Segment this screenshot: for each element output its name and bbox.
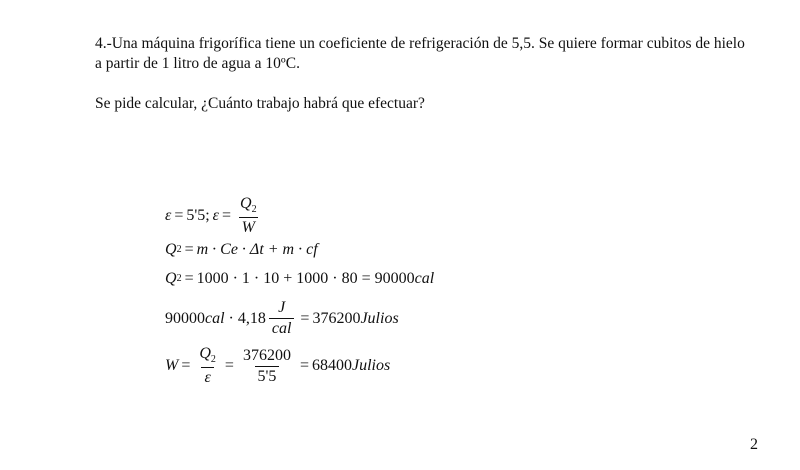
q-variable: Q [199,345,211,362]
cal-unit: cal [205,309,225,327]
problem-text [95,34,745,114]
julios-unit: Julios [351,357,391,374]
fraction-q2-over-w [237,196,260,236]
equation-coefficient: ε = 5'5; ε = $\frac{Q_2}{W}$ [165,196,263,236]
fraction-q2-over-epsilon [196,346,219,386]
work-result: 68400 [311,357,352,374]
joule-unit: J [278,299,286,316]
w-variable: W [239,217,258,236]
q-subscript: 2 [210,354,216,365]
calories-value: 90000 [165,309,205,327]
page-number: 2 [750,436,758,453]
cal-unit: cal [414,270,435,287]
equation-heat: Q 2 = m · Ce · Δt + m · cf [165,241,318,258]
q-variable: Q [240,195,252,212]
problem-question: Se pide calcular, ¿Cuánto trabajo habrá que efectuar? [95,95,425,112]
equation-heat-value: Q 2 = 1000 · 1 · 10 + 1000 · 80 = 90000 cal [165,270,435,287]
equation-conversion: 90000 cal · 4,18 $\frac{J}{\text{cal}}$ = 376200 Julios [165,299,399,337]
heat-calculation: 1000 · 1 · 10 + 1000 · 80 = 90000 [196,270,415,287]
julios-unit: Julios [360,309,399,327]
denominator-value: 5'5 [255,366,280,385]
conversion-factor: · 4,18 [228,309,266,327]
heat-formula: m · Ce · Δt + m · cf [196,241,318,258]
numerator-value: 376200 [242,346,291,364]
epsilon-symbol: ε [212,207,219,224]
w-variable: W [165,357,179,374]
q-variable: Q [165,270,177,287]
fraction-joule-per-cal [269,300,295,337]
problem-statement: 4.-Una máquina frigorífica tiene un coeficiente de refrigeración de 5,5. Se quiere formar cubitos de hielo a partir de 1 litro de agua a 10ºC. [95,35,745,72]
coefficient-value: 5'5; [186,207,210,224]
joules-result: 376200 [312,309,361,327]
q-subscript: 2 [176,244,182,255]
q-variable: Q [165,241,177,258]
equation-work: W = $\frac{Q_2}{\varepsilon}$ = $\frac{376200}{5'5}$ = 68400 Julios [165,345,391,386]
cal-unit: cal [269,318,295,337]
fraction-numeric [240,348,294,385]
q-subscript: 2 [176,273,182,284]
epsilon-symbol: ε [201,367,213,386]
epsilon-symbol: ε [165,207,172,224]
q-subscript: 2 [251,204,257,215]
